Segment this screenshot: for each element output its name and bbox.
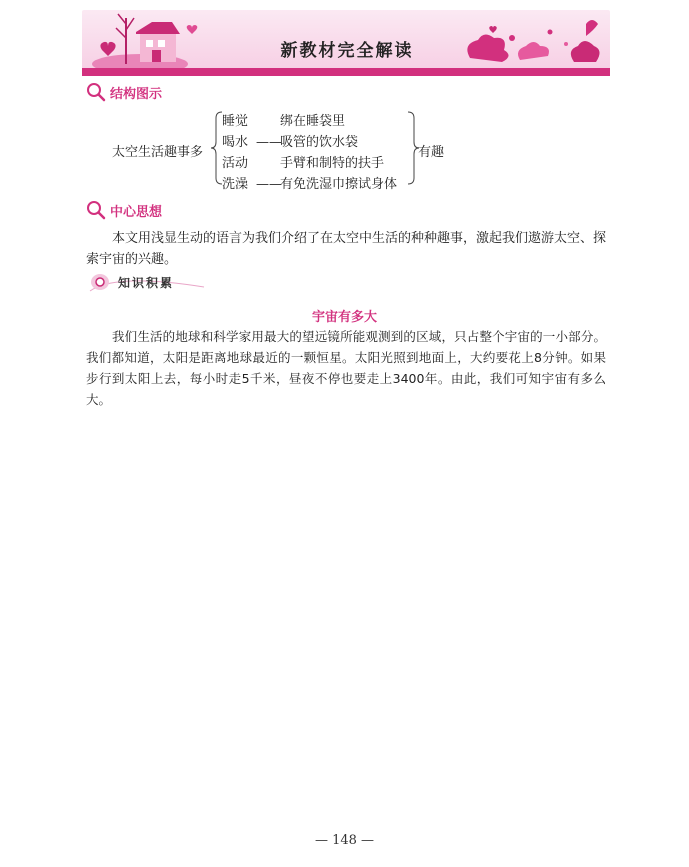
central-idea-text: 本文用浅显生动的语言为我们介绍了在太空中生活的种种趣事，激起我们遨游太空、探索宇宙的兴趣。: [86, 231, 607, 267]
section-heading-central: [86, 200, 162, 220]
splash-decoration-icon: [450, 14, 610, 70]
section-label: 结构图示: [110, 86, 163, 102]
diagram-row: [222, 131, 358, 150]
page-number: — 148 —: [314, 833, 375, 848]
diagram-detail: 手臂和制特的扶手: [280, 156, 385, 171]
house-decoration-icon: [88, 10, 208, 70]
diagram-detail: 绑在睡袋里: [280, 114, 346, 129]
diagram-topic: 活动: [222, 156, 249, 171]
section-label: 中心思想: [110, 204, 163, 220]
page-header: [82, 10, 610, 76]
section-heading-knowledge: [86, 271, 206, 293]
diagram-row: [222, 173, 397, 192]
diagram-lead: 太空生活趣事多: [112, 145, 204, 160]
diagram-row: [222, 110, 345, 129]
diagram-dash: ——: [256, 135, 282, 150]
diagram-topic: 睡觉: [222, 114, 249, 129]
header-title: 新教材完全解读: [280, 41, 414, 61]
article-title: 宇宙有多大: [311, 310, 377, 325]
diagram-row: [222, 152, 384, 171]
section-label: 知识积累: [118, 276, 175, 290]
diagram-tail: 有趣: [418, 145, 445, 160]
diagram-topic: 洗澡: [222, 177, 249, 192]
diagram-topic: 喝水: [222, 135, 249, 150]
magnifier-icon: [86, 200, 106, 220]
diagram-detail: 有免洗湿巾擦试身体: [280, 177, 398, 192]
section-heading-structure: [86, 82, 162, 102]
article-text: 我们生活的地球和科学家用最大的望远镜所能观测到的区域，只占整个宇宙的一小部分。我们都知道，太阳是距离地球最近的一颗恒星。太阳光照到地面上，大约要花上8分钟。如果步行到太阳上去，每小时走5千米，昼夜不停也要走上3400年。由此，我们可知宇宙有多么大。: [86, 329, 606, 407]
header-stripe: [82, 68, 610, 76]
magnifier-icon: [86, 82, 106, 102]
diagram-detail: 吸管的饮水袋: [280, 135, 359, 150]
diagram-dash: ——: [256, 177, 282, 192]
